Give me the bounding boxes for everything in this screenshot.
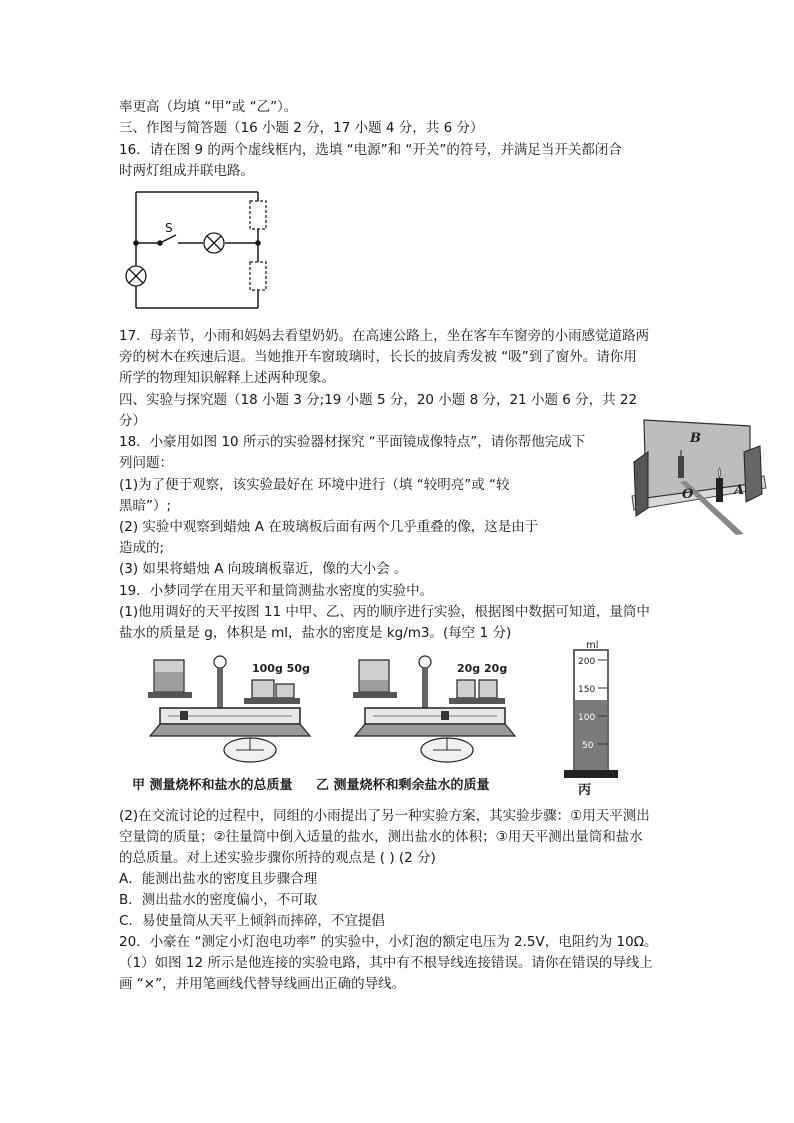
caption-yi: 乙 测量烧杯和剩余盐水的质量 bbox=[316, 778, 490, 793]
text-line: (2) 实验中观察到蜡烛 A 在玻璃板后面有两个几乎重叠的像，这是由于 bbox=[119, 519, 539, 535]
section-heading: 四、实验与探究题（18 小题 3 分;19 小题 5 分，20 小题 8 分，21 小题 6 分，共 22 bbox=[119, 392, 638, 408]
text-line: 分） bbox=[119, 413, 146, 429]
text-line: 的总质量。对上述实验步骤你所持的观点是 ( ) (2 分) bbox=[119, 850, 436, 866]
text-line: 率更高（均填 “甲”或 “乙”）。 bbox=[119, 99, 298, 115]
dashed-box-lower bbox=[250, 262, 266, 290]
caption-bing: 丙 bbox=[578, 783, 592, 798]
mirror-experiment-fig10 bbox=[628, 412, 768, 540]
text-line: 所学的物理知识解释上述两种现象。 bbox=[119, 370, 335, 386]
text-line: 造成的; bbox=[119, 540, 165, 556]
caption-jia: 甲 测量烧杯和盐水的总质量 bbox=[132, 778, 293, 793]
text-line: 列问题： bbox=[119, 455, 173, 471]
text-line: 黑暗”）; bbox=[119, 498, 172, 514]
dashed-box-upper bbox=[250, 201, 266, 229]
text-line: (3) 如果将蜡烛 A 向玻璃板靠近，像的大小会 。 bbox=[119, 561, 408, 577]
question-19: 19．小梦同学在用天平和量筒测盐水密度的实验中。 bbox=[119, 583, 434, 599]
cylinder-tick: 100 bbox=[578, 713, 596, 723]
option-b: B．测出盐水的密度偏小，不可取 bbox=[119, 892, 318, 908]
cylinder-unit: ml bbox=[586, 640, 599, 651]
question-17: 17．母亲节，小雨和妈妈去看望奶奶。在高速公路上，坐在客车车窗旁的小雨感觉道路两 bbox=[119, 328, 650, 344]
cylinder-tick: 200 bbox=[578, 657, 596, 667]
balance-yi-figure bbox=[345, 650, 525, 770]
question-20: 20．小豪在 “测定小灯泡电功率” 的实验中，小灯泡的额定电压为 2.5V，电阻约为 10Ω。 bbox=[119, 934, 658, 950]
option-a: A．能测出盐水的密度且步骤合理 bbox=[119, 871, 318, 887]
lamp-icon bbox=[126, 266, 146, 286]
jia-weights-label: 100g 50g bbox=[252, 662, 310, 675]
switch-label: S bbox=[165, 221, 173, 235]
text-line: 画 “×”，并用笔画线代替导线画出正确的导线。 bbox=[119, 976, 406, 992]
label-b: B bbox=[690, 431, 701, 446]
graduated-cylinder-figure bbox=[560, 640, 622, 782]
text-line: (2)在交流讨论的过程中，同组的小雨提出了另一种实验方案，其实验步骤：①用天平测出 bbox=[119, 808, 650, 824]
lamp-icon bbox=[204, 233, 224, 253]
balance-jia-figure bbox=[140, 650, 320, 770]
text-line: (1)他用调好的天平按图 11 中甲、乙、丙的顺序进行实验，根据图中数据可知道，量筒中 bbox=[119, 604, 650, 620]
text-line: （1）如图 12 所示是他连接的实验电路，其中有不根导线连接错误。请你在错误的导线上 bbox=[119, 955, 653, 971]
section-heading: 三、作图与简答题（16 小题 2 分，17 小题 4 分，共 6 分） bbox=[119, 120, 484, 136]
text-line: 盐水的质量是 g，体积是 ml，盐水的密度是 kg/m3。(每空 1 分) bbox=[119, 625, 512, 641]
circuit-diagram-fig9 bbox=[118, 186, 278, 314]
text-line: 时两灯组成并联电路。 bbox=[119, 163, 254, 179]
label-a: A bbox=[734, 483, 745, 498]
question-16: 16．请在图 9 的两个虚线框内，选填 “电源”和 “开关”的符号，并满足当开关都闭合 bbox=[119, 142, 622, 158]
cylinder-tick: 50 bbox=[582, 741, 594, 751]
cylinder-tick: 150 bbox=[578, 685, 596, 695]
question-18: 18．小豪用如图 10 所示的实验器材探究 “平面镜成像特点”，请你帮他完成下 bbox=[119, 434, 586, 450]
text-line: (1)为了便于观察，该实验最好在 环境中进行（填 “较明亮”或 “较 bbox=[119, 477, 510, 493]
text-line: 旁的树木在疾速后退。当她推开车窗玻璃时，长长的披肩秀发被 “吸”到了窗外。请你用 bbox=[119, 349, 637, 365]
candle-b bbox=[678, 456, 684, 478]
candle-a bbox=[716, 478, 723, 502]
option-c: C．易使量筒从天平上倾斜而摔碎，不宜提倡 bbox=[119, 913, 385, 929]
text-line: 空量筒的质量；②往量筒中倒入适量的盐水，测出盐水的体积；③用天平测出量筒和盐水 bbox=[119, 829, 643, 845]
yi-weights-label: 20g 20g bbox=[457, 662, 508, 675]
label-o: O bbox=[682, 487, 694, 502]
